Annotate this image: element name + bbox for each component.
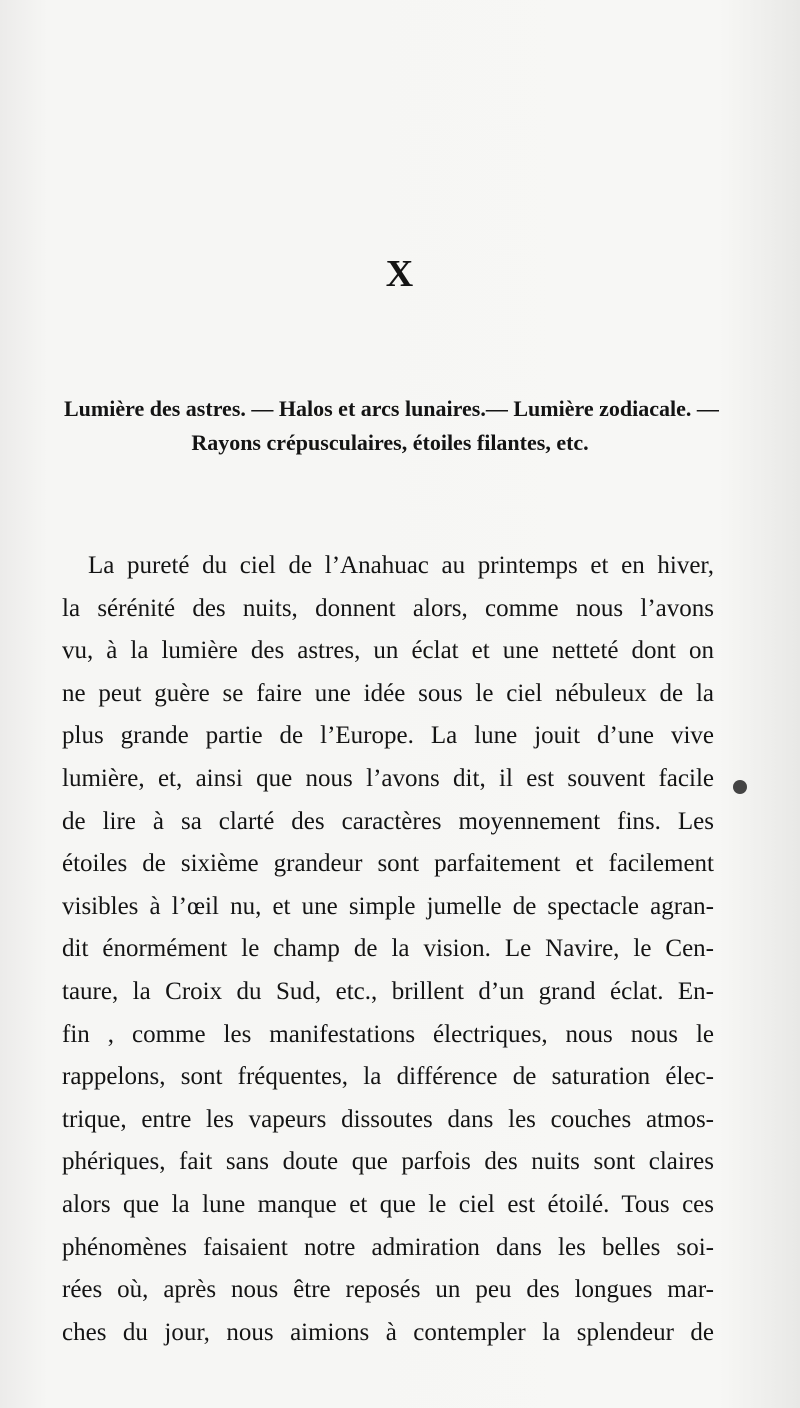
body-line: dit énormément le champ de la vision. Le Navire, le Cen-	[62, 935, 714, 963]
body-line: taure, la Croix du Sud, etc., brillent d’un grand éclat. En-	[62, 977, 714, 1005]
body-line: vu, à la lumière des astres, un éclat et une netteté dont on	[62, 637, 714, 665]
chapter-summary	[64, 392, 719, 460]
body-line: ches du jour, nous aimions à contempler la splendeur de	[62, 1318, 714, 1346]
body-line: phénomènes faisaient notre admiration dans les belles soi-	[62, 1233, 714, 1261]
chapter-summary-line: Rayons crépusculaires, étoiles filantes, etc.	[191, 430, 589, 455]
body-line: plus grande partie de l’Europe. La lune jouit d’une vive	[62, 722, 714, 750]
body-line: phériques, fait sans doute que parfois des nuits sont claires	[62, 1148, 714, 1176]
body-line: étoiles de sixième grandeur sont parfaitement et facilement	[62, 850, 714, 878]
body-line: la sérénité des nuits, donnent alors, comme nous l’avons	[62, 594, 714, 622]
body-line: alors que la lune manque et que le ciel est étoilé. Tous ces	[62, 1190, 714, 1218]
body-paragraph	[62, 545, 714, 1354]
body-line: visibles à l’œil nu, et une simple jumelle de spectacle agran-	[62, 892, 714, 920]
ink-blot	[733, 780, 747, 794]
body-line: La pureté du ciel de l’Anahuac au printemps et en hiver,	[88, 552, 714, 579]
body-line: ne peut guère se faire une idée sous le ciel nébuleux de la	[62, 679, 714, 707]
body-line: rappelons, sont fréquentes, la différence de saturation élec-	[62, 1063, 714, 1091]
body-line: trique, entre les vapeurs dissoutes dans les couches atmos-	[62, 1105, 714, 1133]
body-line: lumière, et, ainsi que nous l’avons dit, il est souvent facile	[62, 764, 714, 792]
chapter-summary-line: Lumière des astres. — Halos et arcs lunaires.— Lumière zodiacale. —	[64, 396, 719, 421]
chapter-number: X	[385, 253, 415, 295]
body-line: de lire à sa clarté des caractères moyennement fins. Les	[62, 807, 714, 835]
body-line: fin , comme les manifestations électriques, nous nous le	[62, 1020, 714, 1048]
body-line: rées où, après nous être reposés un peu des longues mar-	[62, 1276, 714, 1304]
